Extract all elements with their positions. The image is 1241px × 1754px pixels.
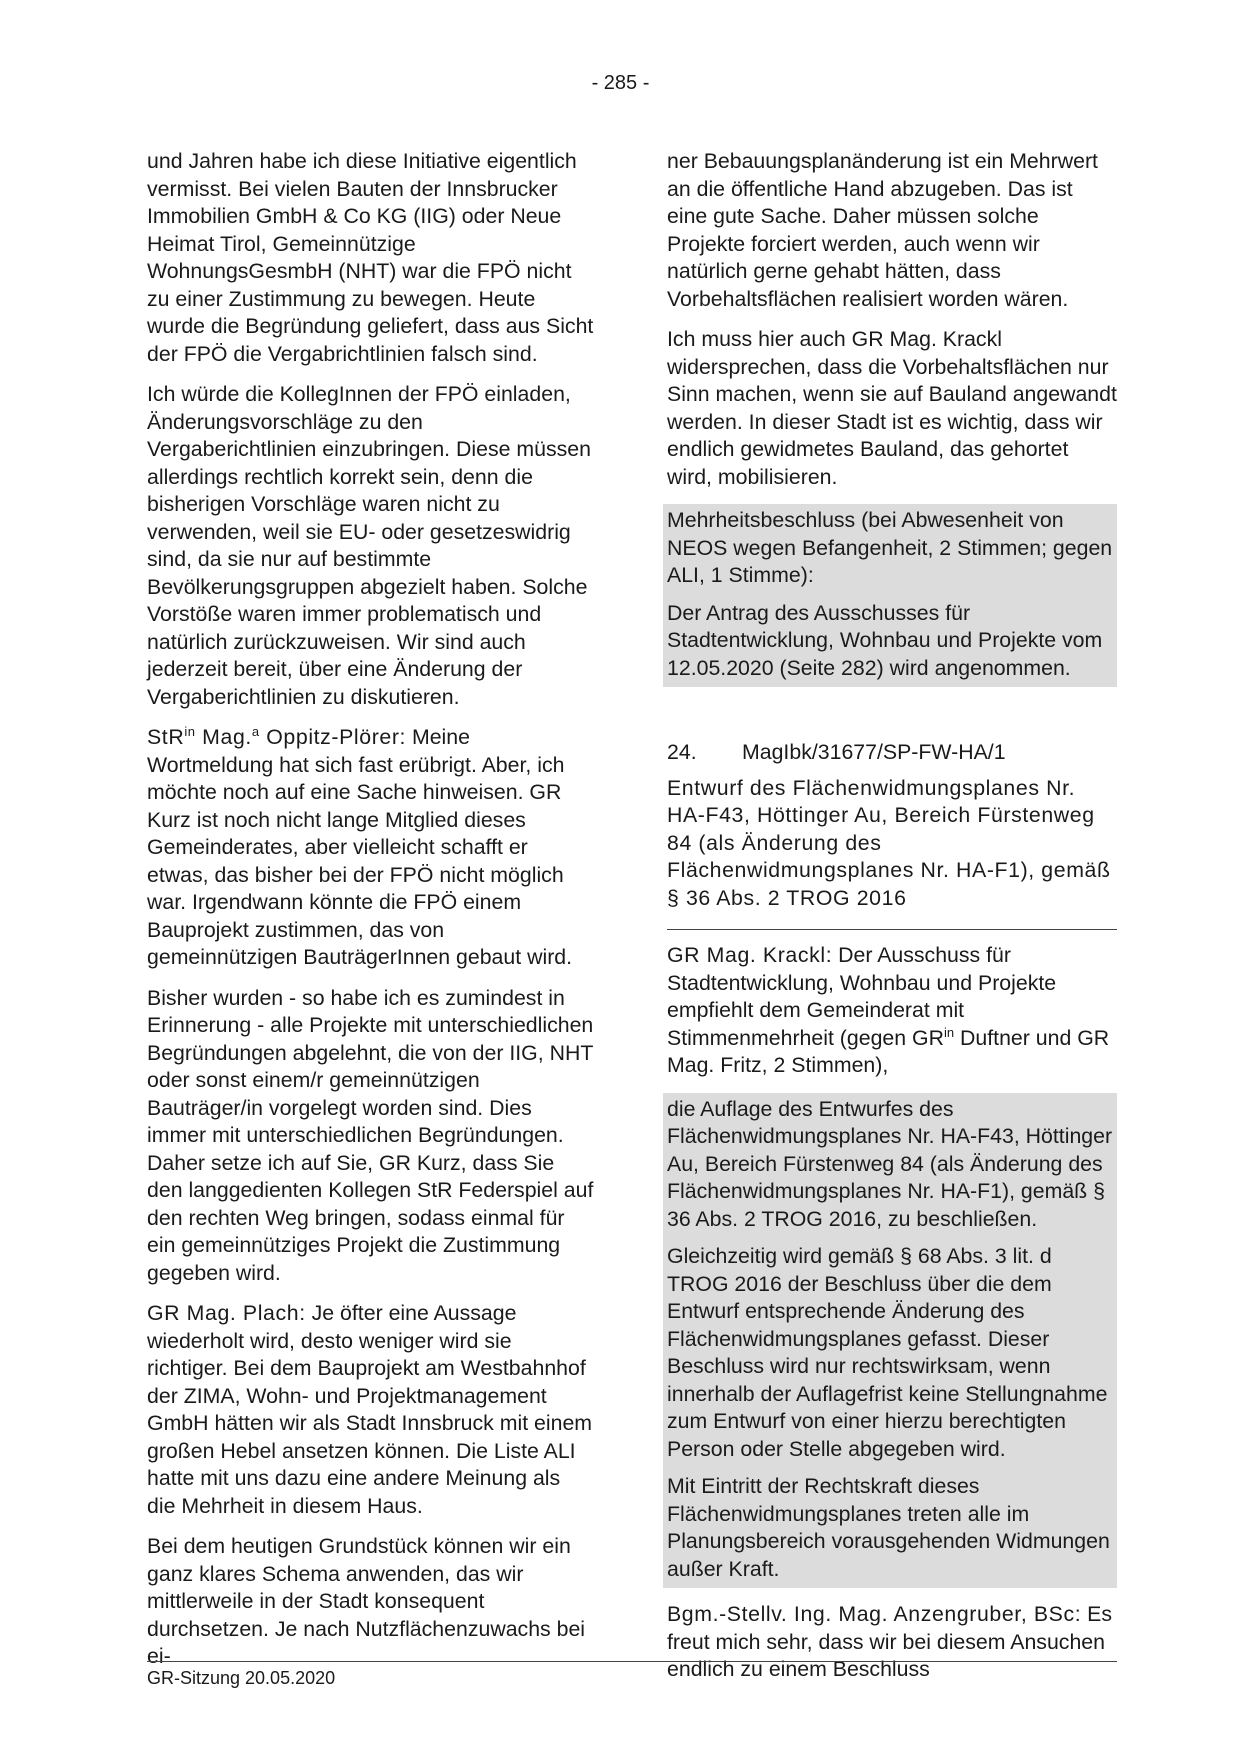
left-column: [147, 148, 594, 1684]
paragraph: Bei dem heutigen Grundstück können wir ein ganz klares Schema anwenden, das wir mittlerweile in der Stadt konsequent durchsetzen. Je nach Nutzflächenzuwachs bei ei-: [147, 1534, 586, 1668]
decision-text: Der Antrag des Ausschusses für Stadtentwicklung, Wohnbau und Projekte vom 12.05.2020 (Seite 282) wird angenommen.: [667, 600, 1103, 680]
agenda-title: Entwurf des Flächenwidmungsplanes Nr. HA-F43, Höttinger Au, Bereich Fürstenweg 84 (als Änderung des Flächenwidmungsplanes Nr. HA-F1), gemäß § 36 Abs. 2 TROG 2016: [667, 775, 1111, 910]
footer-divider: [147, 1661, 1117, 1662]
speaker-name: GR Mag. Krackl:: [667, 943, 833, 967]
paragraph: GR Mag. Plach: Je öfter eine Aussage wiederholt wird, desto weniger wird sie richtiger. Bei dem Bauprojekt am Westbahnhof der ZIMA, Wohn- und Projektmanagement GmbH hätten wir als Stadt Innsbruck mit einem großen Hebel ansetzen können. Die Liste ALI hatte mit uns dazu eine andere Meinung als die Mehrheit in diesem Haus.: [147, 1301, 593, 1518]
motion-text: Mit Eintritt der Rechtskraft dieses Flächenwidmungsplanes treten alle im Planungsbereich vorausgehenden Widmungen außer Kraft.: [667, 1474, 1110, 1581]
divider: [667, 929, 1117, 930]
page-number: - 285 -: [591, 72, 650, 94]
decision-box: [663, 504, 1117, 687]
motion-box: [663, 1093, 1117, 1589]
paragraph: GR Mag. Krackl: Der Ausschuss für Stadtentwicklung, Wohnbau und Projekte empfiehlt dem Gemeinderat mit Stimmenmehrheit (gegen $GR^{in}$ Duftner und GR Mag. Fritz, 2 Stimmen),: [667, 943, 1110, 1077]
agenda-number: 24.: [667, 740, 697, 764]
speaker-name: GR Mag. Plach:: [147, 1301, 306, 1325]
decision-result: Mehrheitsbeschluss (bei Abwesenheit von NEOS wegen Befangenheit, 2 Stimmen; gegen ALI, 1 Stimme):: [667, 508, 1113, 587]
speaker-name: StR$^{in}$ Mag.$^a$ Oppitz-Plörer:: [147, 723, 407, 749]
paragraph: StR$^{in}$ Mag.$^a$ Oppitz-Plörer: Meine Wortmeldung hat sich fast erübrigt. Aber, ich möchte noch auf eine Sache hinweisen. GR Kurz ist noch nicht lange Mitglied dieses Gemeinderates, aber vielleicht schafft er etwas, das bisher bei der FPÖ nicht möglich war. Irgendwann könnte die FPÖ einem Bauprojekt zustimmen, das von gemeinnützigen BauträgerInnen gebaut wird.: [147, 723, 573, 969]
paragraph: ner Bebauungsplanänderung ist ein Mehrwert an die öffentliche Hand abzugeben. Das ist eine gute Sache. Daher müssen solche Projekte forciert werden, auch wenn wir natürlich gerne gehabt hätten, dass Vorbehaltsflächen realisiert worden wären.: [667, 149, 1098, 311]
paragraph: Ich würde die KollegInnen der FPÖ einladen, Änderungsvorschläge zu den Vergaberichtlinien einzubringen. Diese müssen allerdings rechtlich korrekt sein, denn die bisherigen Vorschläge waren nicht zu verwenden, weil sie EU- oder gesetzeswidrig sind, da sie nur auf bestimmte Bevölkerungsgruppen abgezielt haben. Solche Vorstöße waren immer problematisch und natürlich zurückzuweisen. Wir sind auch jederzeit bereit, über eine Änderung der Vergaberichtlinien zu diskutieren.: [147, 382, 591, 709]
right-column: [667, 148, 1117, 1697]
motion-text: Gleichzeitig wird gemäß § 68 Abs. 3 lit. d TROG 2016 der Beschluss über die dem Entwurf entsprechende Änderung des Flächenwidmungsplanes gefasst. Dieser Beschluss wird nur rechtswirksam, wenn innerhalb der Auflagefrist keine Stellungnahme zum Entwurf von einer hierzu berechtigten Person oder Stelle abgegeben wird.: [667, 1244, 1108, 1461]
agenda-item: [667, 739, 1117, 916]
motion-text: die Auflage des Entwurfes des Flächenwidmungsplanes Nr. HA-F43, Höttinger Au, Bereich Fürstenweg 84 (als Änderung des Flächenwidmungsplanes Nr. HA-F1), gemäß § 36 Abs. 2 TROG 2016, zu beschließen.: [667, 1096, 1113, 1231]
agenda-reference: MagIbk/31677/SP-FW-HA/1: [742, 740, 1006, 764]
paragraph: und Jahren habe ich diese Initiative eigentlich vermisst. Bei vielen Bauten der Innsbrucker Immobilien GmbH & Co KG (IIG) oder Neue Heimat Tirol, Gemeinnützige WohnungsGesmbH (NHT) war die FPÖ nicht zu einer Zustimmung zu bewegen. Heute wurde die Begründung geliefert, dass aus Sicht der FPÖ die Vergabrichtlinien falsch sind.: [147, 149, 594, 366]
paragraph: Bgm.-Stellv. Ing. Mag. Anzengruber, BSc: Es freut mich sehr, dass wir bei diesem Ansuchen endlich zu einem Beschluss: [667, 1602, 1113, 1681]
footer: GR-Sitzung 20.05.2020: [147, 1668, 336, 1688]
speaker-name: Bgm.-Stellv. Ing. Mag. Anzengruber, BSc:: [667, 1602, 1082, 1626]
paragraph: Ich muss hier auch GR Mag. Krackl widersprechen, dass die Vorbehaltsflächen nur Sinn machen, wenn sie auf Bauland angewandt werden. In dieser Stadt ist es wichtig, dass wir endlich gewidmetes Bauland, das gehortet wird, mobilisieren.: [667, 327, 1117, 489]
paragraph: Bisher wurden - so habe ich es zumindest in Erinnerung - alle Projekte mit unterschiedlichen Begründungen abgelehnt, die von der IIG, NHT oder sonst einem/r gemeinnützigen Bauträger/in vorgelegt worden sind. Dies immer mit unterschiedlichen Begründungen. Daher setze ich auf Sie, GR Kurz, dass Sie den langgedienten Kollegen StR Federspiel auf den rechten Weg bringen, sodass einmal für ein gemeinnütziges Projekt die Zustimmung gegeben wird.: [147, 985, 594, 1285]
